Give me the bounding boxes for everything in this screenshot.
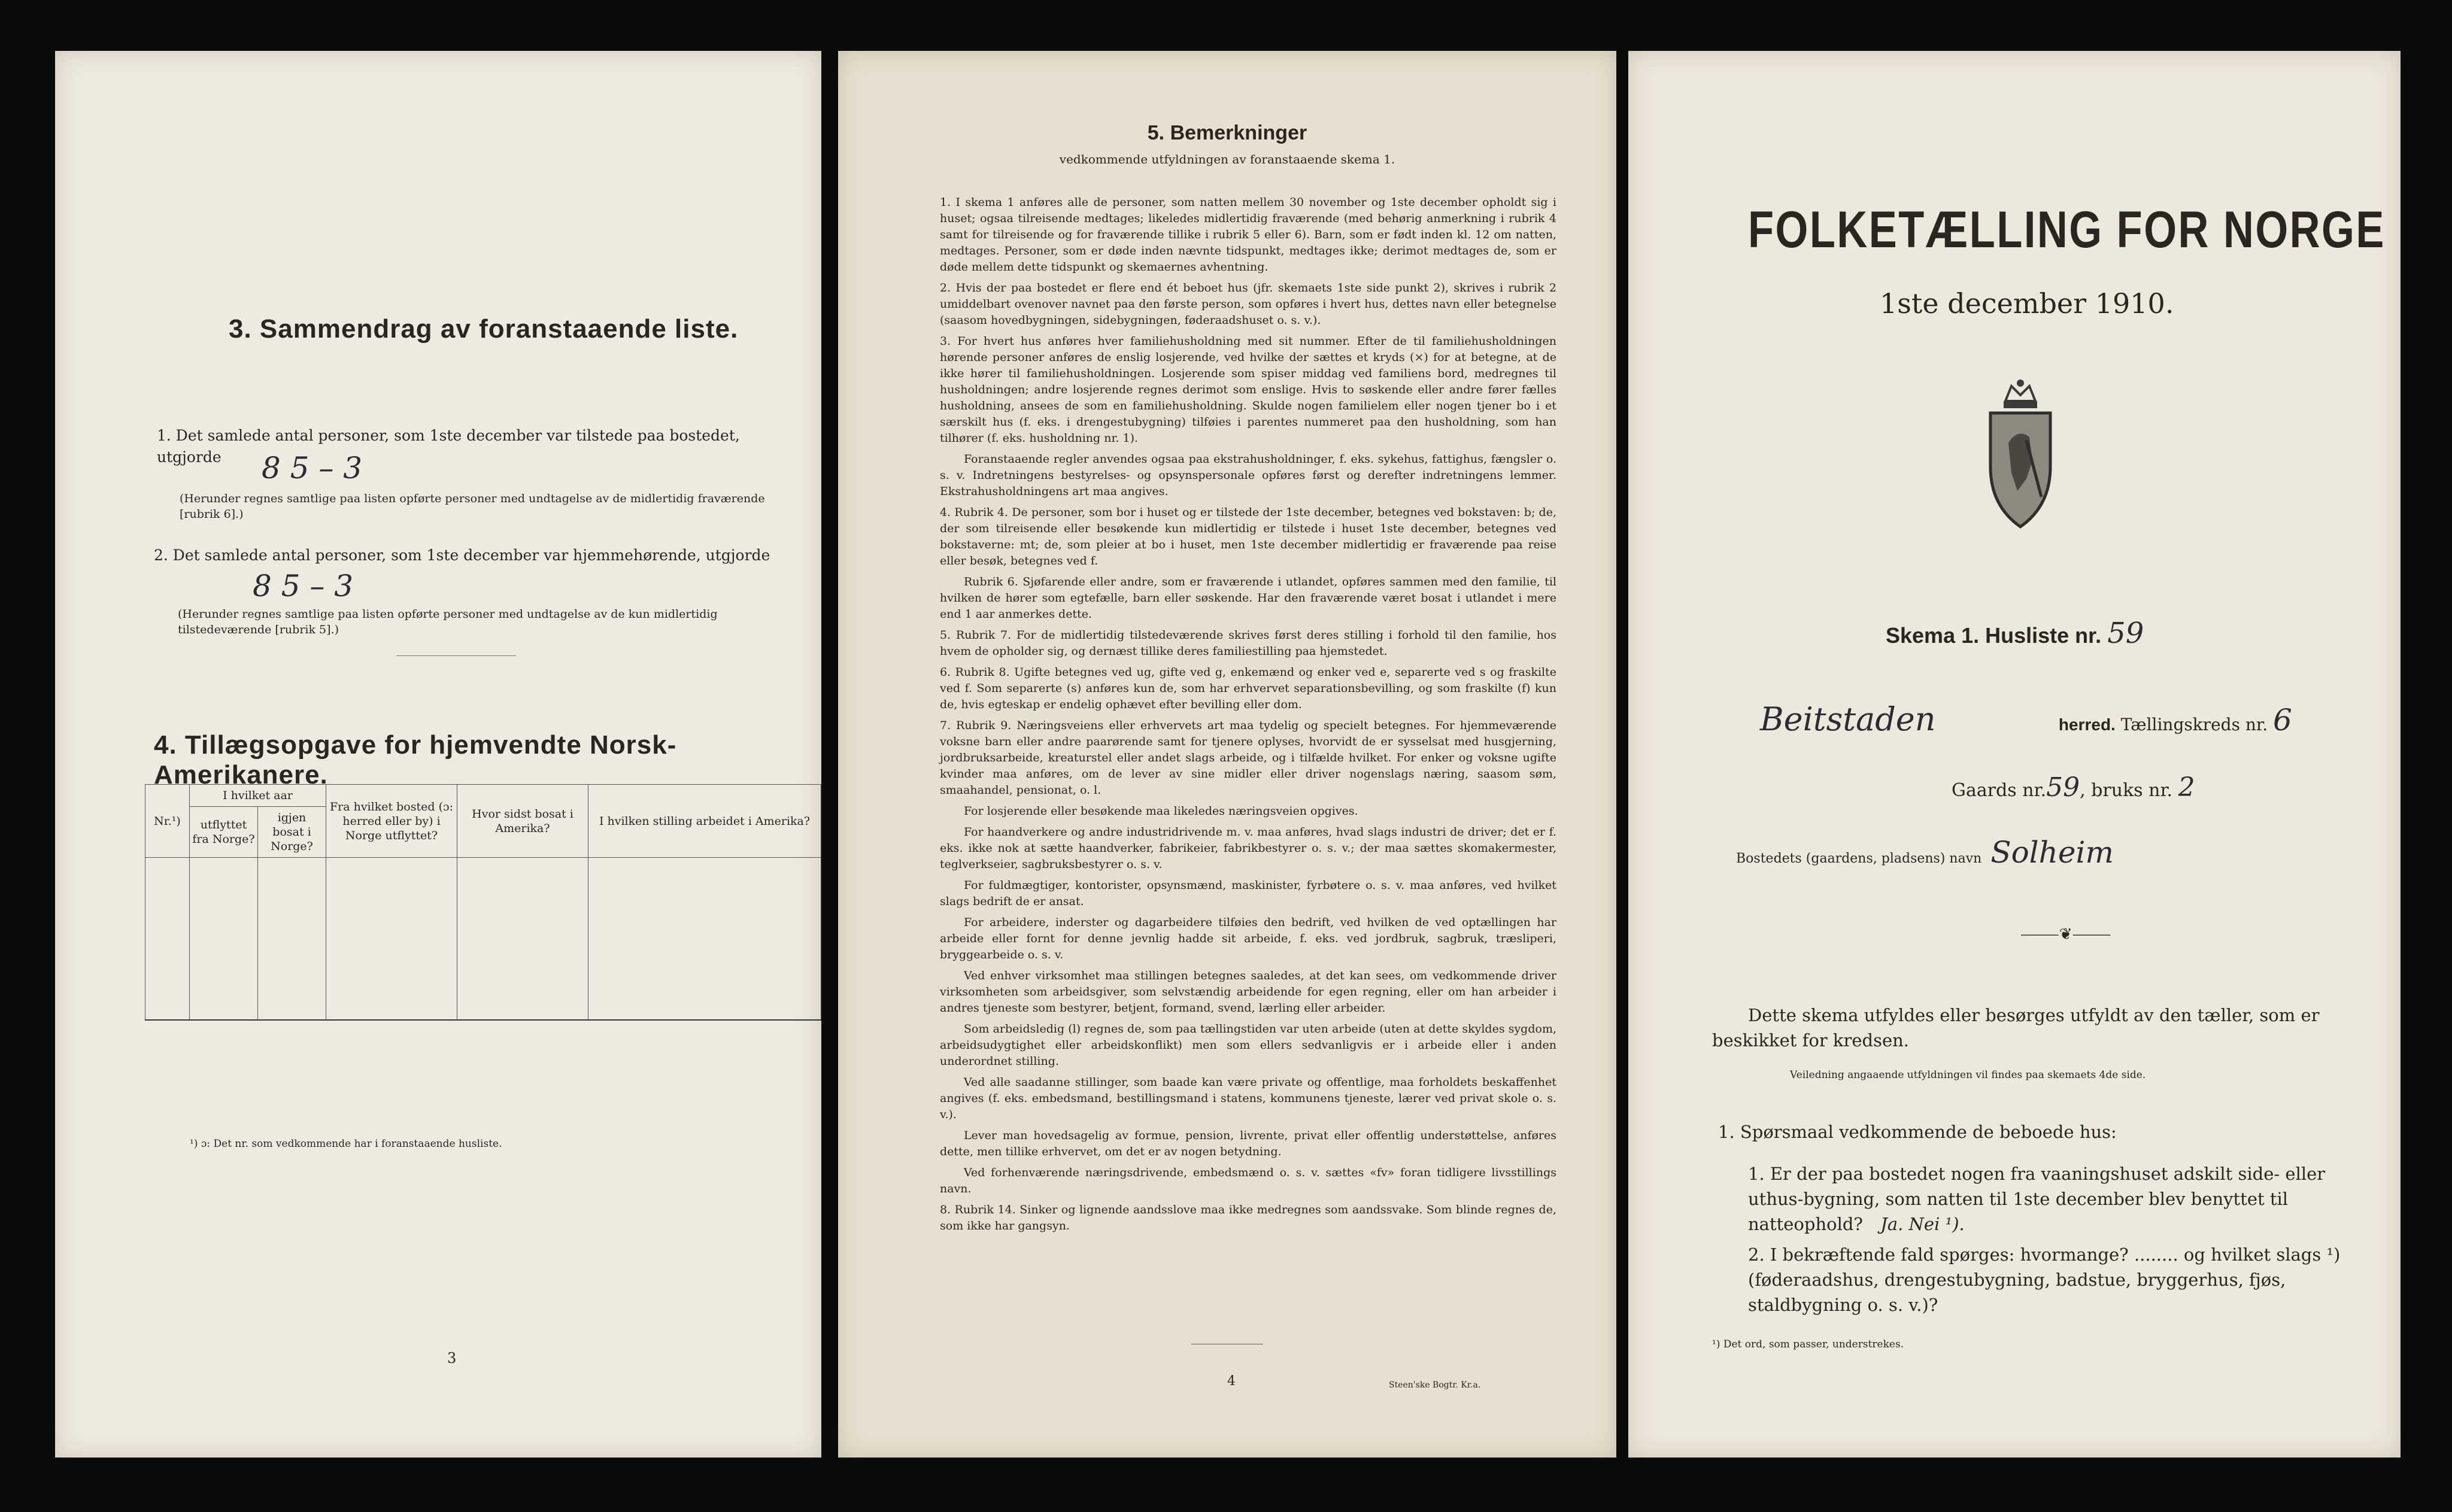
remark-paragraph: 8. Rubrik 14. Sinker og lignende aandsslove maa ikke medregnes som aandssvake. Som blinde regnes de, som ikke har gangsyn. [940, 1203, 1556, 1232]
section3-title: 3. Sammendrag av foranstaaende liste. [229, 314, 739, 344]
remark-paragraph: 1. I skema 1 anføres alle de personer, som natten mellem 30 november og 1ste december opholdt sig i huset; ogsaa tilreisende medtages; likeledes midlertidig fraværende (med behørig anmerkning i rubrik 4 samt for tilreisende og for fraværende tillike i rubrik 5 eller 6). Barn, som er født inden kl. 12 om natten, medtages. Personer, som er døde inden nævnte tidspunkt, medtages ikke; derimot medtages de, som er døde mellem dette tidspunkt og skemaernes avhentning. [940, 196, 1556, 274]
remark-paragraph: For fuldmægtiger, kontorister, opsynsmænd, maskinister, fyrbøtere o. s. v. maa anføres, ved hvilket slags bedrift de er ansat. [940, 879, 1556, 908]
remark-paragraph: Ved alle saadanne stillinger, som baade kan være private og offentlige, maa forholdets beskaffenhet angives (f. eks. embedsmand, bestillingsmand i statens, kommunens tjeneste, lærer ved privat skole o. s. v.). [940, 1076, 1556, 1121]
remark-paragraph: Lever man hovedsagelig av formue, pension, livrente, privat eller offentlig understøttelse, anføres dette, men tillike erhvervet, om det er av nogen betydning. [940, 1129, 1556, 1158]
remark-paragraph: 3. For hvert hus anføres hver familiehusholdning med sit nummer. Efter de til familiehusholdningen hørende personer anføres de enslig losjerende, ved hvilke der sættes et kryds (×) for at betegne, at de ikke hører til familiehusholdningen. Losjerende som spiser middag ved familiens bord, medregnes til husholdningen; andre losjerende regnes derimot som enslige. Hvis to søskende eller andre fører fælles husholdning, ansees de som en familiehusholdning. Skulde nogen familielem eller nogen tjener bo i et særskilt hus (f. eks. i drengestubygning) tilføies i parentes nummeret paa den husholdning, som han tilhører (f. eks. husholdning nr. 1). [940, 335, 1556, 445]
item2-text: 2. Det samlede antal personer, som 1ste december var hjemmehørende, utgjorde [154, 546, 770, 564]
remark-paragraph: For haandverkere og andre industridrivende m. v. maa anføres, hvad slags industri de driver; det er f. eks. ikke nok at sætte haandverker, fabrikeier, fabrikbestyrer o. s. v.; der maa sættes skomakermester, teglverkseier, sagbruksbestyrer o. s. v. [940, 825, 1556, 871]
bosted-value: Solheim [1990, 835, 2114, 870]
questions-heading: 1. Spørsmaal vedkommende de beboede hus: [1718, 1122, 2117, 1142]
question-1 [1748, 1161, 2377, 1237]
instructions: Dette skema utfyldes eller besørges utfyldt av den tæller, som er beskikket for kredsen. [1712, 1005, 2320, 1050]
footnote: ¹) Det ord, som passer, understrekes. [1712, 1338, 1904, 1350]
census-title: FOLKETÆLLING FOR NORGE [1748, 201, 2386, 259]
remark-paragraph: Foranstaaende regler anvendes ogsaa paa ekstrahusholdninger, f. eks. sykehus, fattighus, fængsler o. s. v. Indretningens bestyrelses- og opsynspersonale opføres først og derefter indretningens lemmer. Ekstrahusholdningens art maa angives. [940, 453, 1556, 498]
col-nr: Nr.¹) [145, 785, 190, 858]
gaards-line [1952, 772, 2195, 803]
question-2: 2. I bekræftende fald spørges: hvormange? ........ og hvilket slags ¹) (føderaadshus, drengestubygning, badstue, bryggerhus, fjøs, staldbygning o. s. v.)? [1748, 1244, 2341, 1315]
remarks-body [940, 195, 1556, 1239]
col-amerika: Hvor sidst bosat i Amerika? [457, 785, 588, 858]
kreds-value: 6 [2273, 703, 2292, 737]
herred-label: herred. [2058, 715, 2116, 734]
question-1-answer: Ja. Nei ¹). [1880, 1214, 1965, 1234]
page-number: 3 [447, 1350, 457, 1367]
col-bosted: Fra hvilket bosted (ɔ: herred eller by) i Norge utflyttet? [326, 785, 457, 858]
schema-label-text: Skema 1. Husliste nr. [1886, 623, 2102, 648]
husliste-nr: 59 [2107, 617, 2144, 650]
page-right [1628, 51, 2401, 1458]
bruks-label: , bruks nr. [2080, 780, 2173, 801]
bosted-line [1736, 835, 2114, 870]
col-stilling: I hvilken stilling arbeidet i Amerika? [588, 785, 821, 858]
table-row [145, 955, 821, 987]
coat-of-arms-icon [1984, 377, 2056, 535]
schema-label [1886, 617, 2144, 650]
question-1-text: 1. Er der paa bostedet nogen fra vaaningshuset adskilt side- eller uthus-bygning, som natten til 1ste december blev benyttet til natteophold? [1748, 1164, 2326, 1234]
printer-credit: Steen'ske Bogtr. Kr.a. [1389, 1380, 1481, 1390]
gaards-value: 59 [2046, 772, 2080, 803]
ornament-icon: ⸻❦⸻ [2020, 925, 2111, 943]
norsk-amerikanere-table [145, 784, 821, 1021]
remark-paragraph: 2. Hvis der paa bostedet er flere end ét beboet hus (jfr. skemaets 1ste side punkt 2), skrives i rubrik 2 umiddelbart ovenover navnet paa den første person, som opføres i hvert hus, dettes navn eller betegnelse (saasom hovedbygningen, sidebygningen, føderaadshuset o. s. v.). [940, 281, 1556, 327]
bruks-value: 2 [2178, 772, 2195, 803]
item1-note: (Herunder regnes samtlige paa listen opførte personer med undtagelse av de midlertidig fraværende [rubrik 6].) [180, 492, 765, 521]
kreds-label: Tællingskreds nr. [2120, 715, 2268, 734]
table-row [145, 922, 821, 955]
section4-title: 4. Tillægsopgave for hjemvendte Norsk-Amerikanere. [154, 730, 677, 790]
remark-paragraph: For losjerende eller besøkende maa likeledes næringsveien opgives. [964, 804, 1358, 818]
census-date: 1ste december 1910. [1880, 287, 2174, 320]
remarks-title: 5. Bemerkninger [1147, 122, 1307, 144]
item1-value: 8 5 – 3 [262, 451, 363, 485]
table-row [145, 987, 821, 1020]
item1-text: 1. Det samlede antal personer, som 1ste december var tilstede paa bostedet, utgjorde [157, 427, 740, 466]
table-row [145, 890, 821, 922]
remark-paragraph: Ved forhenværende næringsdrivende, embedsmænd o. s. v. sættes «fv» foran tidligere livsstillings navn. [940, 1166, 1556, 1195]
col-group-year: I hvilket aar [190, 785, 326, 807]
divider [396, 655, 516, 656]
remark-paragraph: Ved enhver virksomhet maa stillingen betegnes saaledes, at det kan sees, om vedkommende driver virksomheten som arbeidsgiver, som selvstændig arbeidende for egen regning, eller om han arbeider i andres tjeneste som bestyrer, betjent, formand, svend, lærling eller arbeider. [940, 969, 1556, 1015]
page-number: 4 [1227, 1374, 1236, 1389]
herred-line [1760, 700, 2389, 738]
remark-paragraph: 4. Rubrik 4. De personer, som bor i huset og er tilstede der 1ste december, betegnes ved bokstaven: b; de, der som tilreisende eller besøkende kun midlertidig er tilstede i huset 1ste december, betegnes ved bokstaverne: mt; de, som pleier at bo i huset, men 1ste december midlertidig er fraværende paa reise eller besøk, betegnes ved f. [940, 506, 1556, 567]
remark-paragraph: 5. Rubrik 7. For de midlertidig tilstedeværende skrives først deres stilling i forhold til den familie, hos hvem de opholder sig, og dernæst tillike deres familiestilling paa hjemstedet. [940, 629, 1556, 658]
section4-footnote: ¹) ɔ: Det nr. som vedkommende har i foranstaaende husliste. [190, 1138, 502, 1150]
item2-note: (Herunder regnes samtlige paa listen opførte personer med undtagelse av de kun midlertidig tilstedeværende [rubrik 5].) [178, 608, 718, 636]
bosted-label: Bostedets (gaardens, pladsens) navn [1736, 851, 1982, 866]
herred-value: Beitstaden [1760, 700, 1936, 738]
remark-paragraph: Rubrik 6. Sjøfarende eller andre, som er fraværende i utlandet, opføres sammen med den familie, til hvilken de hører som egtefælle, barn eller søskende. Har den fraværende været bosat i utlandet i mere end 1 aar anmerkes dette. [940, 575, 1556, 621]
remark-paragraph: Som arbeidsledig (l) regnes de, som paa tællingstiden var uten arbeide (uten at dette skyldes sygdom, arbeidsudygtighet eller arbeidskonflikt) men som ellers sedvanligvis er i arbeide eller i anden underordnet stilling. [940, 1022, 1556, 1068]
gaards-label: Gaards nr. [1952, 780, 2047, 801]
col-igjen: igjen bosat i Norge? [258, 807, 326, 858]
remark-paragraph: For arbeidere, inderster og dagarbeidere tilføies den bedrift, ved hvilken de ved optællingen har arbeide eller fornt for denne jevnlig hadde sit arbeide, f. eks. ved jordbruk, sagbruk, træsliperi, bryggearbeide o. s. v. [940, 916, 1556, 961]
remark-paragraph: 7. Rubrik 9. Næringsveiens eller erhvervets art maa tydelig og specielt betegnes. For hjemmeværende voksne barn eller andre paarørende samt for tjenere oplyses, hvorvidt de er sysselsat med husgjerning, jordbruksarbeide, kreaturstel eller andet slags arbeide, og i tilfælde hvilket. For enker og voksne ugifte kvinder maa anføres, om de lever av sine midler eller driver nogenslags næring, saasom søm, smaahandel, pensionat, o. l. [940, 719, 1556, 797]
table-row [145, 858, 821, 891]
col-utflyttet: utflyttet fra Norge? [190, 807, 258, 858]
page-left [55, 51, 821, 1458]
remark-paragraph: 6. Rubrik 8. Ugifte betegnes ved ug, gifte ved g, enkemænd og enker ved e, separerte ved s og fraskilte ved f. Som separerte (s) anføres kun de, som har erhvervet separationsbevilling, og som fraskilte (f) kun de, hvis egteskap er endelig ophævet efter bevilling eller dom. [940, 666, 1556, 711]
item2-value: 8 5 – 3 [253, 569, 354, 603]
remarks-subtitle: vedkommende utfyldningen av foranstaaende skema 1. [1059, 152, 1395, 166]
page-middle [838, 51, 1616, 1458]
instructions-note: Veiledning angaaende utfyldningen vil findes paa skemaets 4de side. [1790, 1069, 2146, 1081]
